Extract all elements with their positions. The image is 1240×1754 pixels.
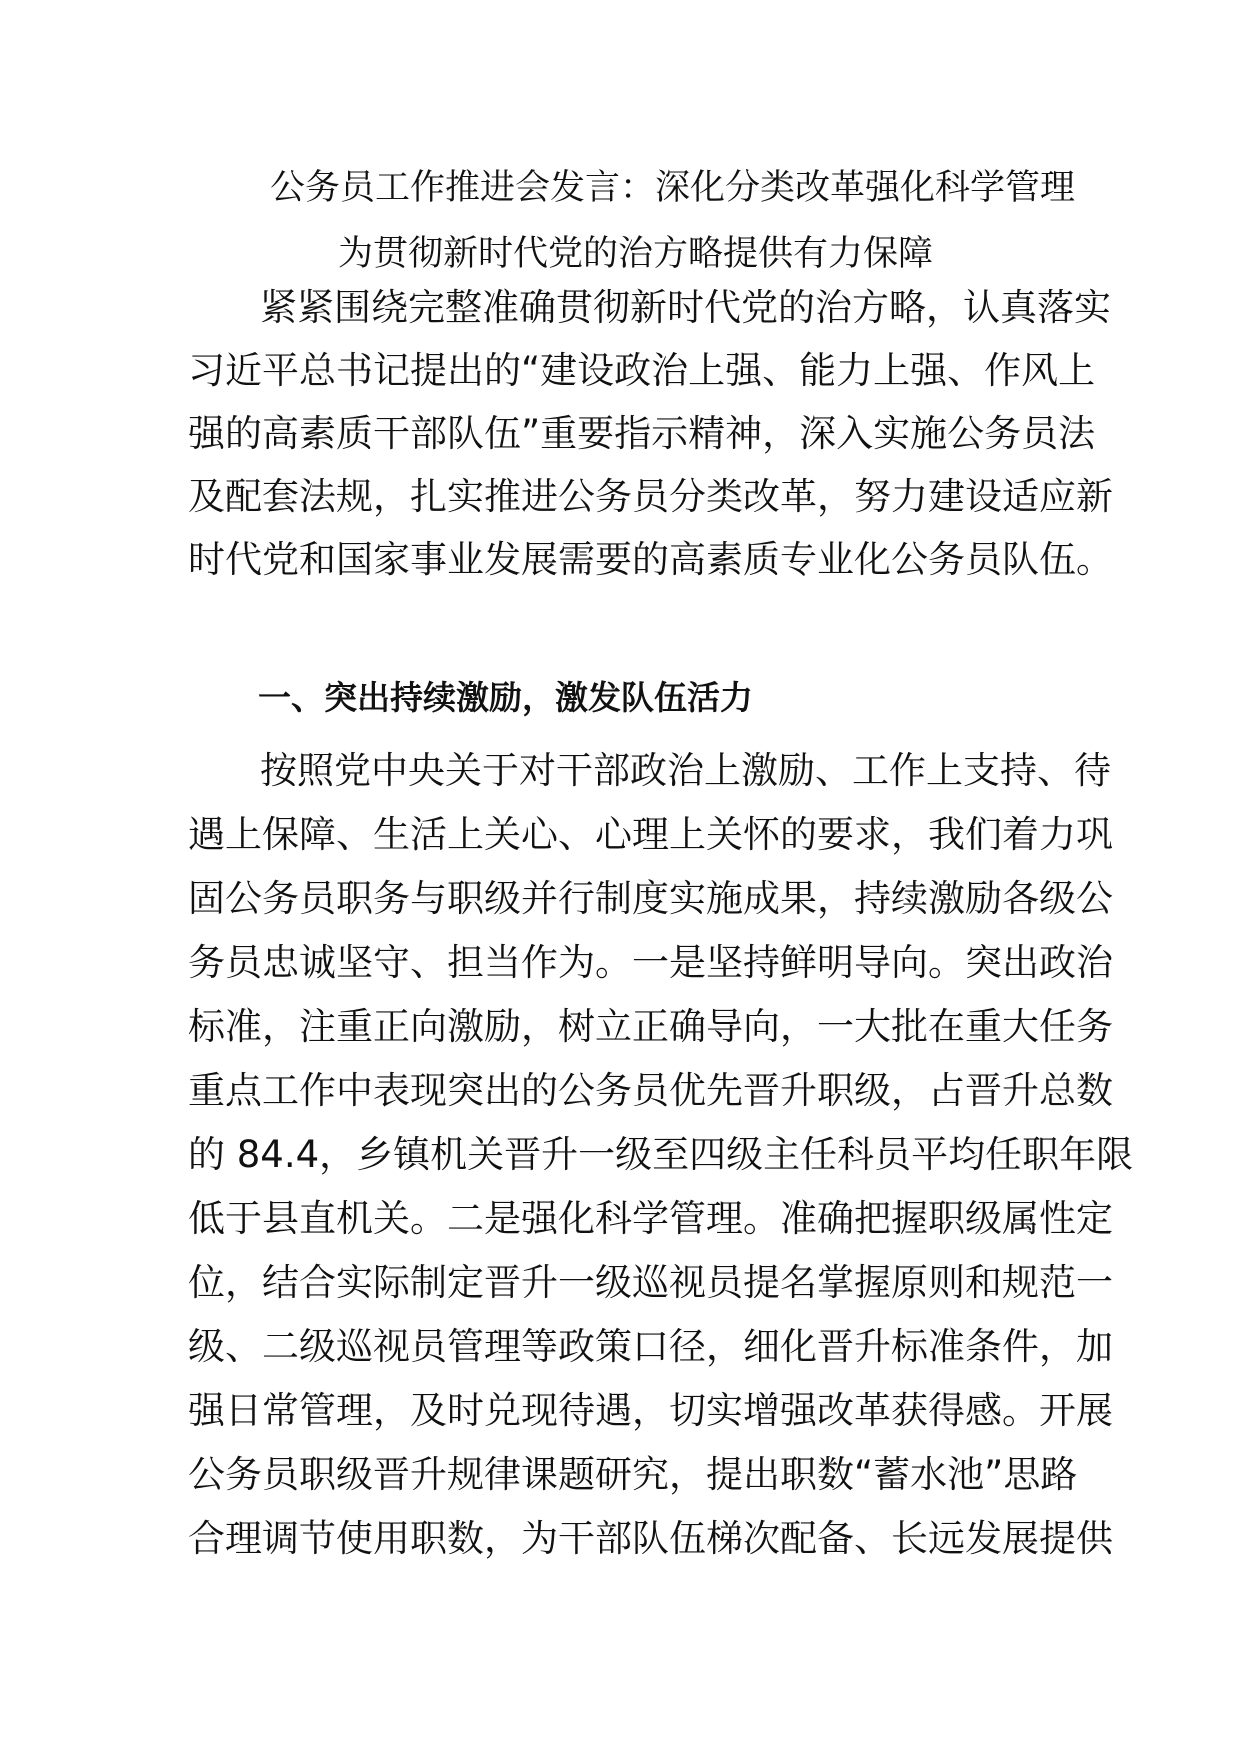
paragraph-2-line: 低于县直机关。二是强化科学管理。准确把握职级属性定 — [188, 1197, 1113, 1240]
paragraph-1-line: 时代党和国家事业发展需要的高素质专业化公务员队伍。 — [188, 538, 1113, 581]
paragraph-2-line: 的 84.4，乡镇机关晋升一级至四级主任科员平均任职年限 — [188, 1133, 1134, 1176]
document-title-line-2: 为贯彻新时代党的治方略提供有力保障 — [338, 234, 934, 274]
paragraph-2-line: 强日常管理，及时兑现待遇，切实增强改革获得感。开展 — [188, 1389, 1113, 1432]
paragraph-2-line: 按照党中央关于对干部政治上激励、工作上支持、待 — [260, 749, 1111, 792]
paragraph-2-line: 位，结合实际制定晋升一级巡视员提名掌握原则和规范一 — [188, 1261, 1113, 1304]
paragraph-2-line: 遇上保障、生活上关心、心理上关怀的要求，我们着力巩 — [188, 813, 1113, 856]
document-title-line-1: 公务员工作推进会发言：深化分类改革强化科学管理 — [270, 168, 1076, 208]
paragraph-2-line: 务员忠诚坚守、担当作为。一是坚持鲜明导向。突出政治 — [188, 941, 1113, 984]
paragraph-1-line: 强的高素质干部队伍”重要指示精神，深入实施公务员法 — [188, 412, 1096, 455]
paragraph-2-line: 公务员职级晋升规律课题研究，提出职数“蓄水池”思路 — [188, 1453, 1078, 1496]
section-heading: 一、突出持续激励，激发队伍活力 — [258, 678, 753, 717]
paragraph-2-line: 级、二级巡视员管理等政策口径，细化晋升标准条件，加 — [188, 1325, 1113, 1368]
paragraph-2-line: 重点工作中表现突出的公务员优先晋升职级，占晋升总数 — [188, 1069, 1113, 1112]
paragraph-1-line: 紧紧围绕完整准确贯彻新时代党的治方略，认真落实 — [260, 286, 1111, 329]
paragraph-2-line: 标准，注重正向激励，树立正确导向，一大批在重大任务 — [188, 1005, 1113, 1048]
paragraph-2-line: 合理调节使用职数，为干部队伍梯次配备、长远发展提供 — [188, 1517, 1113, 1560]
paragraph-2-line: 固公务员职务与职级并行制度实施成果，持续激励各级公 — [188, 877, 1113, 920]
paragraph-1-line: 及配套法规，扎实推进公务员分类改革，努力建设适应新 — [188, 475, 1113, 518]
paragraph-1-line: 习近平总书记提出的“建设政治上强、能力上强、作风上 — [188, 349, 1096, 392]
